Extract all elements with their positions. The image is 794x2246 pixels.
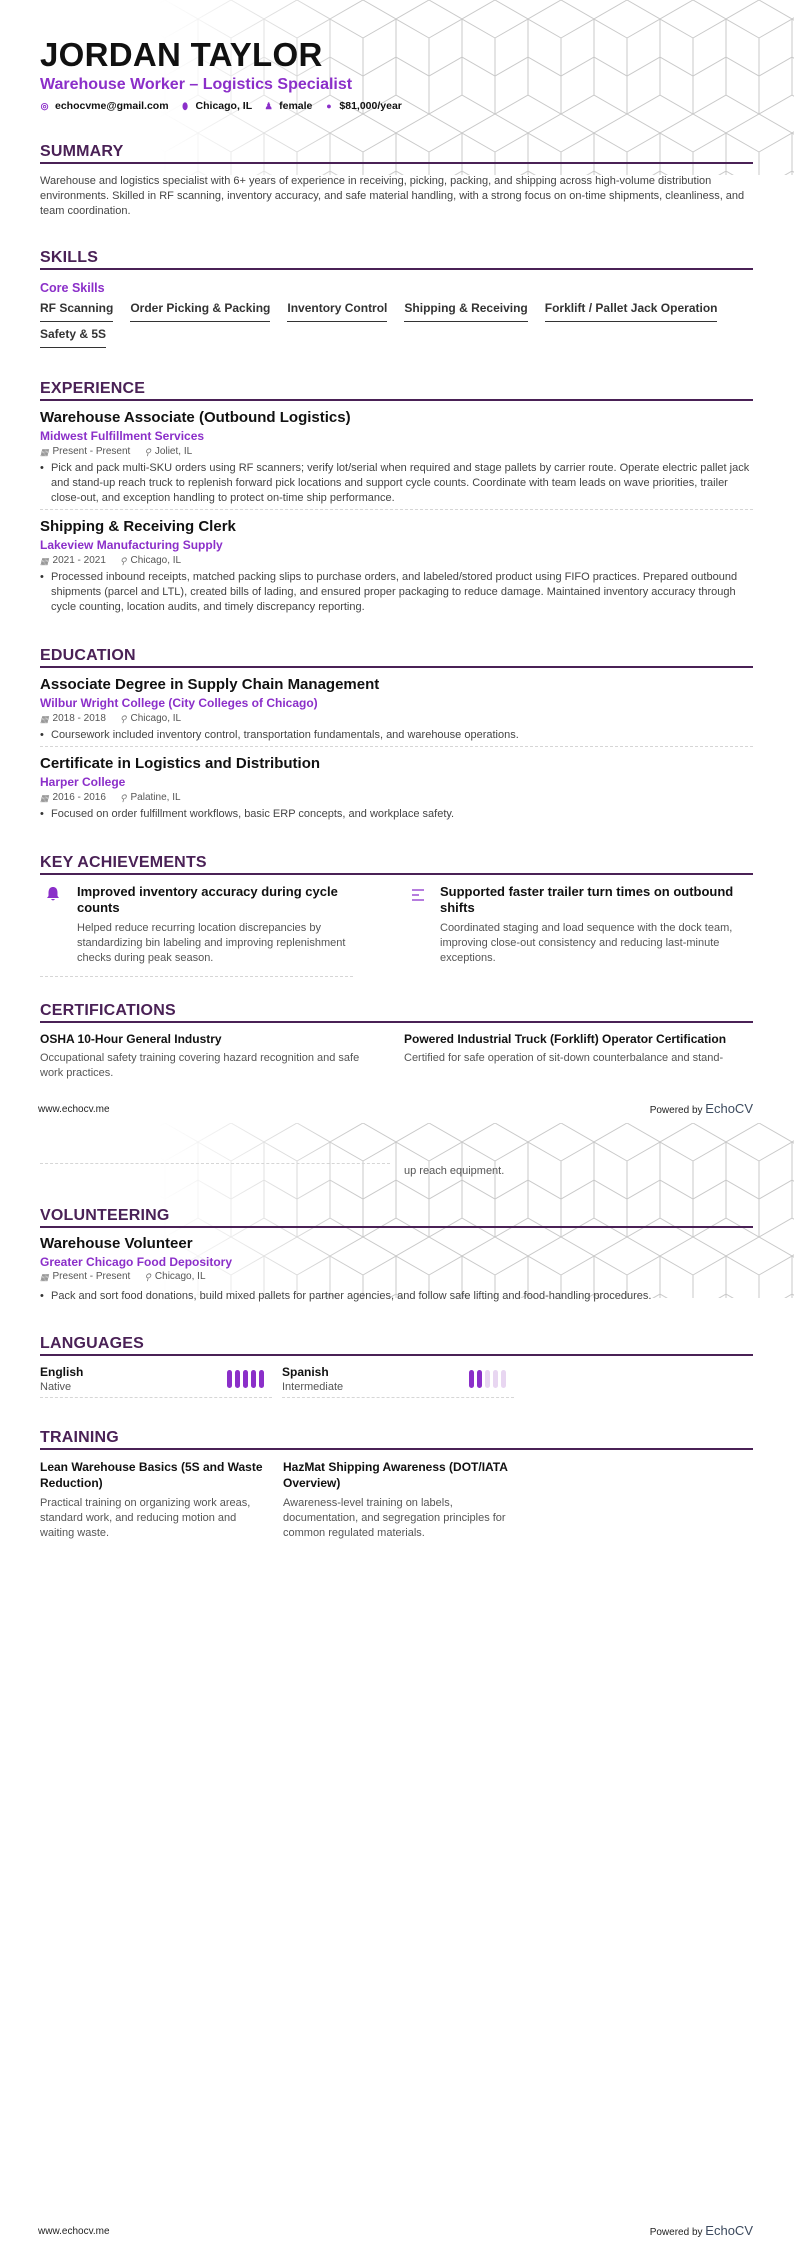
- powered-by-text: Powered by: [649, 1105, 703, 1116]
- language-rating: [469, 1370, 506, 1388]
- entry-school: Harper College: [40, 775, 126, 789]
- rating-bar-filled: [235, 1370, 240, 1388]
- rating-bar-filled: [259, 1370, 264, 1388]
- section-heading: EXPERIENCE: [40, 380, 753, 401]
- person-icon: ♟: [264, 100, 273, 111]
- skill-tag: Order Picking & Packing: [130, 300, 270, 322]
- experience-entry: [40, 408, 753, 510]
- entry-location: Chicago, IL: [130, 713, 182, 724]
- entry-dates: 2018 - 2018: [52, 713, 106, 724]
- email-icon: ◎: [40, 100, 49, 111]
- section-heading: EDUCATION: [40, 647, 753, 668]
- summary-text: Warehouse and logistics specialist with 6+ years of experience in receiving, picking, packing, and shipping across high-volume distribution environments. Skilled in RF scanning, inventory accuracy, and safe material handling, with a strong focus on on-time shipments, cleanliness, and team coordination.: [40, 175, 745, 217]
- skill-tags: [40, 300, 753, 348]
- entry-school: Wilbur Wright College (City Colleges of Chicago): [40, 696, 318, 710]
- language-level: Intermediate: [282, 1381, 344, 1393]
- language-item: [282, 1364, 514, 1398]
- location-text: Chicago, IL: [195, 100, 253, 112]
- location-icon: ⚲: [144, 1272, 151, 1282]
- education-section: [40, 647, 753, 825]
- certification-item: [404, 1030, 753, 1066]
- skill-tag: Shipping & Receiving: [404, 300, 527, 322]
- certification-desc-continued: up reach equipment.: [404, 1165, 505, 1177]
- education-entry: [40, 675, 753, 747]
- powered-by-text: Powered by: [649, 2227, 703, 2238]
- volunteering-section: [40, 1207, 753, 1307]
- certification-desc: Occupational safety training covering hazard recognition and safe work practices.: [40, 1052, 360, 1079]
- entry-dates: 2021 - 2021: [52, 555, 106, 566]
- bell-icon: [46, 886, 60, 902]
- language-name: English: [40, 1365, 84, 1379]
- email-text: echocvme@gmail.com: [55, 100, 169, 112]
- contact-email[interactable]: [40, 100, 169, 112]
- entry-location: Chicago, IL: [154, 1271, 206, 1282]
- training-section: [40, 1429, 753, 1450]
- section-heading: TRAINING: [40, 1429, 753, 1450]
- powered-by[interactable]: [650, 1101, 753, 1116]
- entry-company: Lakeview Manufacturing Supply: [40, 538, 223, 552]
- rating-bar-empty: [493, 1370, 498, 1388]
- volunteering-entry: [40, 1234, 753, 1307]
- experience-section: [40, 380, 753, 618]
- footer-site-link[interactable]: www.echocv.me: [38, 2226, 110, 2237]
- achievement-item: [440, 884, 753, 966]
- language-name: Spanish: [282, 1365, 329, 1379]
- calendar-icon: ▦: [40, 714, 49, 724]
- entry-title: Certificate in Logistics and Distribution: [40, 755, 321, 772]
- achievement-desc: Helped reduce recurring location discrepancies by standardizing bin labeling and improving replenishment checks during peak season.: [77, 922, 346, 964]
- skill-tag: Safety & 5S: [40, 326, 106, 348]
- training-item: [40, 1459, 268, 1541]
- footer-site-link[interactable]: www.echocv.me: [38, 1104, 110, 1115]
- section-heading: CERTIFICATIONS: [40, 1002, 753, 1023]
- section-heading: SKILLS: [40, 249, 753, 270]
- section-heading: VOLUNTEERING: [40, 1207, 753, 1228]
- section-heading: SUMMARY: [40, 143, 753, 164]
- language-item: [40, 1364, 272, 1398]
- achievement-title: Supported faster trailer turn times on outbound shifts: [440, 884, 734, 915]
- rating-bar-empty: [485, 1370, 490, 1388]
- entry-meta: [40, 554, 753, 568]
- language-level: Native: [40, 1381, 72, 1393]
- entry-organization: Greater Chicago Food Depository: [40, 1255, 233, 1269]
- job-title: Warehouse Worker – Logistics Specialist: [40, 76, 353, 93]
- entry-location: Palatine, IL: [130, 792, 181, 803]
- skill-group-title: Core Skills: [40, 281, 105, 295]
- language-rating: [227, 1370, 264, 1388]
- entry-bullet: • Focused on order fulfillment workflows, basic ERP concepts, and workplace safety.: [40, 807, 753, 822]
- rating-bar-filled: [251, 1370, 256, 1388]
- training-title: Lean Warehouse Basics (5S and Waste Reduction): [40, 1460, 263, 1490]
- achievement-item: [40, 884, 353, 977]
- languages-section: [40, 1335, 753, 1356]
- entry-bullet: • Processed inbound receipts, matched packing slips to purchase orders, and labeled/stored product using FIFO practices. Prepared outbound shipments (parcel and LTL), created bills of lading, and ensured proper packaging to reduce damage. Maintained inventory accuracy through cycle counting, location audits, and timely discrepancy reporting.: [40, 570, 753, 615]
- training-item: [283, 1459, 511, 1541]
- candidate-name: JORDAN TAYLOR: [40, 36, 323, 73]
- training-title: HazMat Shipping Awareness (DOT/IATA Overview): [283, 1460, 508, 1490]
- entry-title: Warehouse Associate (Outbound Logistics): [40, 409, 351, 426]
- location-icon: ⚲: [119, 714, 127, 724]
- rating-bar-empty: [501, 1370, 506, 1388]
- calendar-icon: ▦: [40, 793, 49, 803]
- brand-name: EchoCV: [705, 2223, 753, 2238]
- rating-bar-filled: [227, 1370, 232, 1388]
- entry-dates: Present - Present: [52, 1271, 131, 1282]
- entry-bullet: • Pack and sort food donations, build mixed pallets for partner agencies, and follow safe lifting and food-handling procedures.: [40, 1289, 753, 1304]
- calendar-icon: ▦: [40, 1272, 49, 1282]
- powered-by[interactable]: [650, 2223, 753, 2238]
- entry-location: Joliet, IL: [154, 446, 193, 457]
- entry-meta: [40, 445, 753, 459]
- section-heading: LANGUAGES: [40, 1335, 753, 1356]
- entry-location: Chicago, IL: [130, 555, 182, 566]
- rating-bar-filled: [469, 1370, 474, 1388]
- certification-desc: Certified for safe operation of sit-down counterbalance and stand-: [404, 1052, 724, 1064]
- brand-name: EchoCV: [705, 1101, 753, 1116]
- entry-title: Warehouse Volunteer: [40, 1235, 193, 1252]
- rating-bar-filled: [243, 1370, 248, 1388]
- salary-text: $81,000/year: [339, 100, 402, 112]
- entry-bullet: • Coursework included inventory control, transportation fundamentals, and warehouse operations.: [40, 728, 753, 743]
- contact-gender: [264, 100, 312, 112]
- divider: [40, 1163, 390, 1164]
- skill-tag: RF Scanning: [40, 300, 113, 322]
- entry-dates: Present - Present: [52, 446, 131, 457]
- contact-salary: [324, 100, 401, 112]
- entry-meta: [40, 712, 753, 726]
- entry-meta: [40, 1270, 753, 1284]
- contact-info: [40, 100, 402, 112]
- experience-entry: [40, 517, 753, 618]
- entry-title: Associate Degree in Supply Chain Management: [40, 676, 380, 693]
- achievement-title: Improved inventory accuracy during cycle counts: [77, 884, 338, 915]
- calendar-icon: ▦: [40, 556, 49, 566]
- entry-title: Shipping & Receiving Clerk: [40, 518, 236, 535]
- contact-location: [181, 100, 253, 112]
- entry-meta: [40, 791, 753, 805]
- certification-title: OSHA 10-Hour General Industry: [40, 1032, 222, 1046]
- location-icon: ⚲: [119, 556, 127, 566]
- calendar-icon: ▦: [40, 447, 49, 457]
- gender-text: female: [279, 100, 313, 112]
- rating-bar-filled: [477, 1370, 482, 1388]
- achievement-desc: Coordinated staging and load sequence with the dock team, improving close-out consistency and reducing last-minute exceptions.: [440, 922, 733, 964]
- list-icon: [411, 888, 425, 902]
- salary-icon: ●: [326, 101, 332, 111]
- achievements-section: [40, 854, 753, 875]
- training-desc: Practical training on organizing work areas, standard work, and reducing motion and waiting waste.: [40, 1497, 251, 1539]
- summary-section: [40, 143, 753, 219]
- location-icon: ⚲: [119, 793, 127, 803]
- location-icon: ⚲: [144, 447, 151, 457]
- section-heading: KEY ACHIEVEMENTS: [40, 854, 753, 875]
- certifications-section: [40, 1002, 753, 1023]
- certification-title: Powered Industrial Truck (Forklift) Operator Certification: [404, 1032, 727, 1046]
- skill-tag: Inventory Control: [287, 300, 387, 322]
- entry-dates: 2016 - 2016: [52, 792, 106, 803]
- certification-item: [40, 1030, 385, 1081]
- training-desc: Awareness-level training on labels, documentation, and segregation principles for common regulated materials.: [283, 1497, 506, 1539]
- education-entry: [40, 754, 753, 825]
- entry-company: Midwest Fulfillment Services: [40, 429, 205, 443]
- skill-tag: Forklift / Pallet Jack Operation: [545, 300, 718, 322]
- entry-bullet: • Pick and pack multi-SKU orders using RF scanners; verify lot/serial when required and stage pallets by carrier route. Operate electric pallet jack and stand-up reach truck to replenish forward pick locations and support cycle counts. Coordinate with team leads on wave priorities, trailer close-out, and exception handling to protect on-time ship performance.: [40, 461, 753, 506]
- skills-section: [40, 249, 753, 348]
- location-icon: ⬮: [182, 100, 188, 111]
